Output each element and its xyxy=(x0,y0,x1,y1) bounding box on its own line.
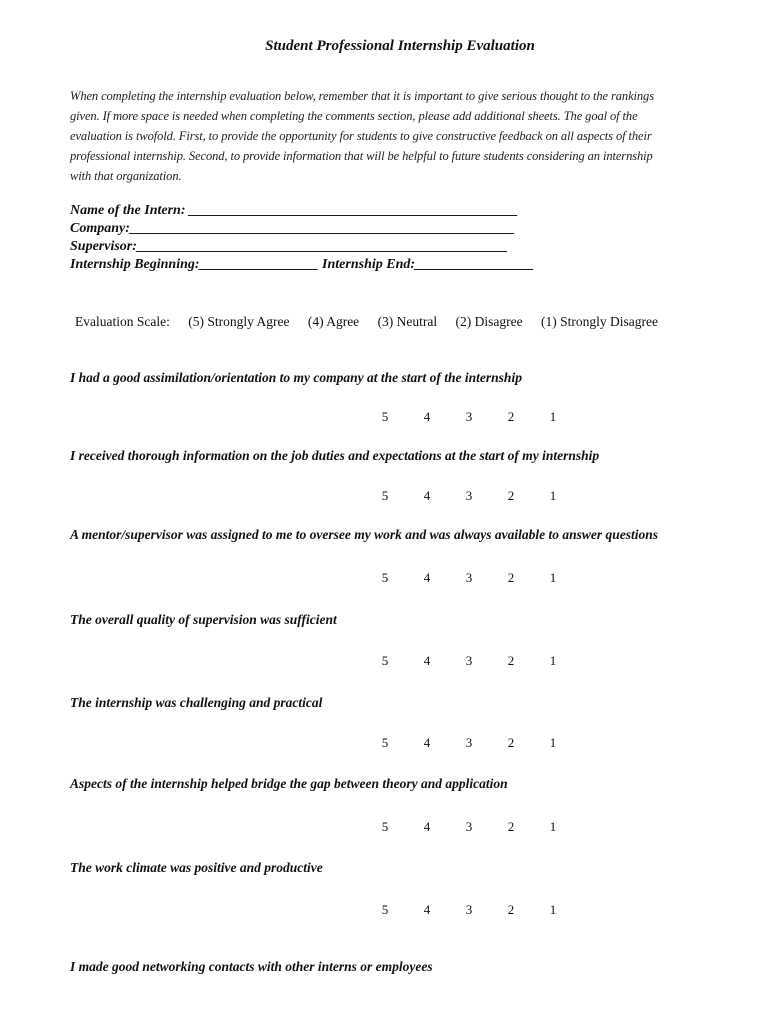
rating-row-2 xyxy=(364,488,574,504)
evaluation-scale xyxy=(75,314,658,330)
scale-option: (1) Strongly Disagree xyxy=(541,314,658,329)
intro-line: evaluation is twofold. First, to provide the opportunity for students to give constructive feedback on all aspects of their xyxy=(70,129,652,143)
rating-option[interactable]: 4 xyxy=(423,653,431,668)
rating-option[interactable]: 2 xyxy=(507,488,515,503)
rating-option[interactable]: 3 xyxy=(465,488,473,503)
intro-line: with that organization. xyxy=(70,169,182,183)
rating-option[interactable]: 1 xyxy=(549,819,557,834)
rating-row-4 xyxy=(364,653,574,669)
rating-option[interactable]: 4 xyxy=(423,409,431,424)
rating-option[interactable]: 2 xyxy=(507,570,515,585)
rating-option[interactable]: 4 xyxy=(423,735,431,750)
question-5: The internship was challenging and practical xyxy=(70,695,323,710)
rating-option[interactable]: 3 xyxy=(465,409,473,424)
company-field[interactable]: Company:_______________________________________________________ xyxy=(70,221,515,236)
rating-option[interactable]: 4 xyxy=(423,570,431,585)
rating-option[interactable]: 4 xyxy=(423,488,431,503)
question-6: Aspects of the internship helped bridge the gap between theory and application xyxy=(70,776,508,791)
scale-option: (5) Strongly Agree xyxy=(188,314,290,329)
rating-row-6 xyxy=(364,819,574,835)
rating-option[interactable]: 1 xyxy=(549,735,557,750)
rating-option[interactable]: 3 xyxy=(465,653,473,668)
rating-option[interactable]: 5 xyxy=(381,902,389,917)
supervisor-field[interactable]: Supervisor:_____________________________________________________ xyxy=(70,239,508,254)
scale-option: (4) Agree xyxy=(307,314,360,329)
intern-name-field[interactable]: Name of the Intern: _______________________________________________ xyxy=(70,203,518,218)
scale-option: (3) Neutral xyxy=(377,314,438,329)
scale-option: (2) Disagree xyxy=(455,314,523,329)
rating-option[interactable]: 3 xyxy=(465,819,473,834)
rating-row-5 xyxy=(364,735,574,751)
rating-option[interactable]: 1 xyxy=(549,409,557,424)
rating-row-7 xyxy=(364,902,574,918)
rating-option[interactable]: 5 xyxy=(381,409,389,424)
question-3: A mentor/supervisor was assigned to me to oversee my work and was always available to answer questions xyxy=(70,527,659,542)
question-1: I had a good assimilation/orientation to my company at the start of the internship xyxy=(70,370,522,385)
rating-option[interactable]: 1 xyxy=(549,902,557,917)
rating-option[interactable]: 4 xyxy=(423,819,431,834)
rating-option[interactable]: 1 xyxy=(549,570,557,585)
rating-option[interactable]: 5 xyxy=(381,570,389,585)
intro-line: professional internship. Second, to provide information that will be helpful to future students considering an internship xyxy=(70,149,653,163)
question-2: I received thorough information on the job duties and expectations at the start of my internship xyxy=(70,448,600,463)
rating-row-1 xyxy=(364,409,574,425)
rating-option[interactable]: 2 xyxy=(507,409,515,424)
rating-option[interactable]: 4 xyxy=(423,902,431,917)
rating-option[interactable]: 5 xyxy=(381,653,389,668)
rating-option[interactable]: 3 xyxy=(465,735,473,750)
rating-option[interactable]: 5 xyxy=(381,488,389,503)
question-4: The overall quality of supervision was sufficient xyxy=(70,612,337,627)
rating-option[interactable]: 2 xyxy=(507,819,515,834)
rating-option[interactable]: 1 xyxy=(549,488,557,503)
intro-line: When completing the internship evaluation below, remember that it is important to give serious thought to the rankings xyxy=(70,89,654,103)
rating-option[interactable]: 2 xyxy=(507,653,515,668)
rating-option[interactable]: 2 xyxy=(507,902,515,917)
rating-option[interactable]: 3 xyxy=(465,570,473,585)
scale-label: Evaluation Scale: xyxy=(75,314,170,329)
question-8: I made good networking contacts with other interns or employees xyxy=(70,959,433,974)
rating-option[interactable]: 5 xyxy=(381,735,389,750)
rating-option[interactable]: 2 xyxy=(507,735,515,750)
rating-option[interactable]: 5 xyxy=(381,819,389,834)
intro-paragraph xyxy=(70,86,735,186)
page-title: Student Professional Internship Evaluation xyxy=(265,38,535,54)
rating-option[interactable]: 1 xyxy=(549,653,557,668)
internship-dates-field[interactable]: Internship Beginning:_________________ Internship End:_________________ xyxy=(70,257,535,272)
question-7: The work climate was positive and productive xyxy=(70,860,323,875)
rating-option[interactable]: 3 xyxy=(465,902,473,917)
intro-line: given. If more space is needed when completing the comments section, please add additional sheets. The goal of the xyxy=(70,109,638,123)
rating-row-3 xyxy=(364,570,574,586)
